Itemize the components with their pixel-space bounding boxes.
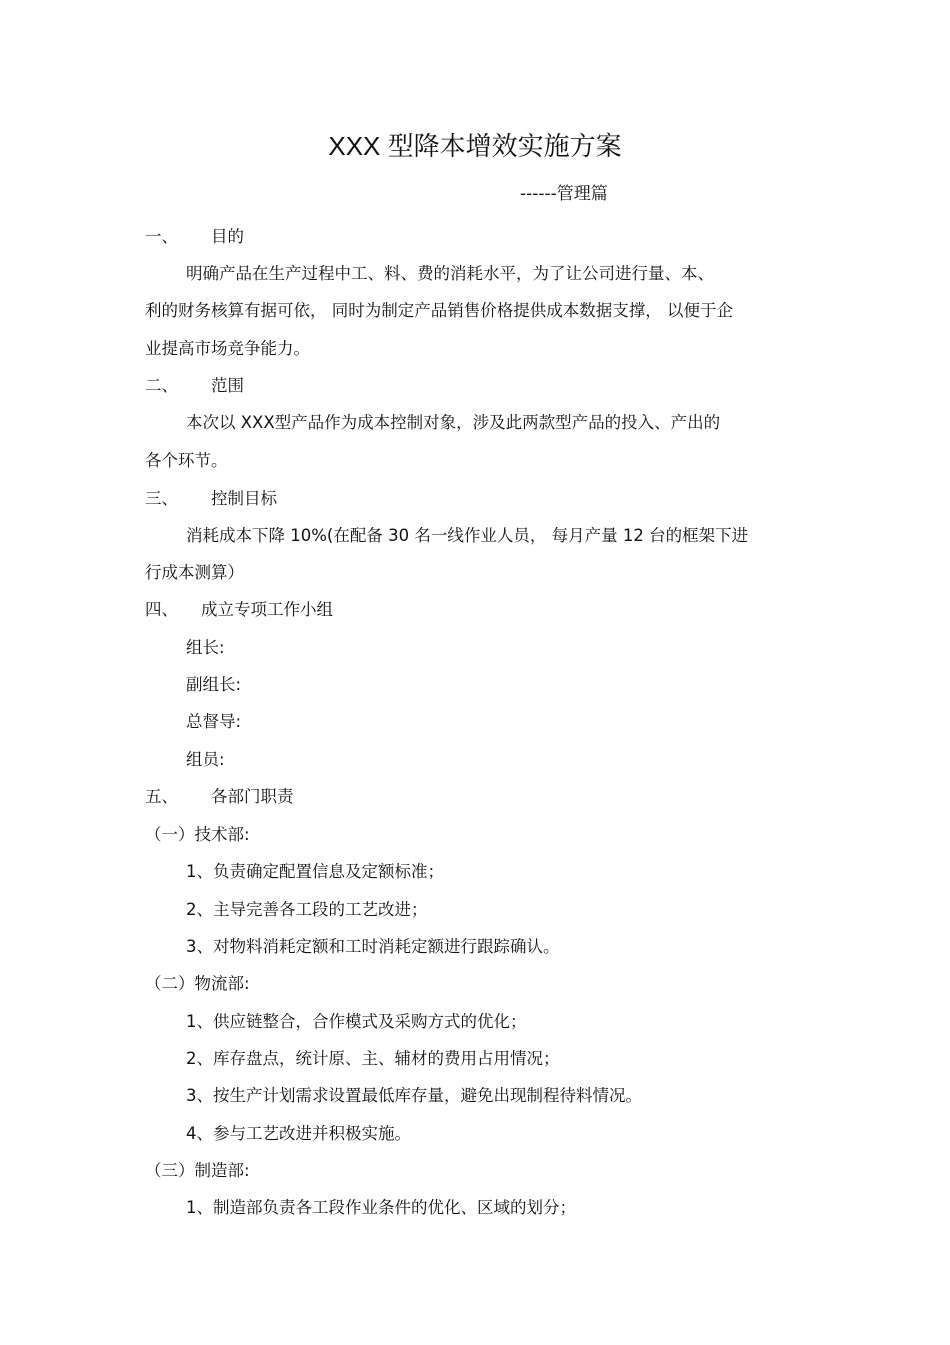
list-item: 4、参与工艺改进并积极实施。 xyxy=(186,1124,411,1143)
list-item: 2、库存盘点，统计原、主、辅材的费用占用情况； xyxy=(186,1049,560,1068)
section-title: 范围 xyxy=(211,376,244,395)
list-item: 1、制造部负责各工段作业条件的优化、区域的划分； xyxy=(186,1198,576,1217)
list-item: 2、主导完善各工段的工艺改进； xyxy=(186,900,428,919)
section-title: 目的 xyxy=(211,227,244,246)
section-4-heading xyxy=(145,599,333,621)
paragraph-line: 行成本测算） xyxy=(145,563,244,582)
paragraph-line: 各个环节。 xyxy=(145,451,228,470)
dept-tech-heading: （一）技术部: xyxy=(145,825,250,844)
section-title: 控制目标 xyxy=(211,489,277,508)
section-5-heading xyxy=(145,786,294,808)
paragraph-line: 业提高市场竞争能力。 xyxy=(145,339,310,358)
title-text: XXX 型降本增效实施方案 xyxy=(328,131,622,161)
document-subtitle: ------管理篇 xyxy=(520,184,608,204)
paragraph-line: 明确产品在生产过程中工、料、费的消耗水平，为了让公司进行量、本、 xyxy=(186,264,714,283)
paragraph-line: 利的财务核算有据可依， 同时为制定产品销售价格提供成本数据支撑， 以便于企 xyxy=(145,301,733,320)
dept-logistics-heading: （二）物流部: xyxy=(145,974,250,993)
team-supervisor-label: 总督导: xyxy=(186,712,242,731)
document-title xyxy=(0,130,950,162)
dept-manufacturing-heading: （三）制造部: xyxy=(145,1161,250,1180)
section-number: 三、 xyxy=(145,489,178,508)
section-number: 五、 xyxy=(145,787,178,806)
team-leader-label: 组长: xyxy=(186,638,225,657)
section-2-heading xyxy=(145,375,244,397)
list-item: 3、对物料消耗定额和工时消耗定额进行跟踪确认。 xyxy=(186,937,560,956)
section-number: 二、 xyxy=(145,376,178,395)
section-number: 一、 xyxy=(145,227,178,246)
team-members-label: 组员: xyxy=(186,750,225,769)
section-1-heading xyxy=(145,226,244,248)
paragraph-line: 本次以 XXX型产品作为成本控制对象，涉及此两款型产品的投入、产出的 xyxy=(186,413,721,432)
list-item: 1、负责确定配置信息及定额标准； xyxy=(186,862,444,881)
section-number: 四、 xyxy=(145,600,178,619)
list-item: 1、供应链整合，合作模式及采购方式的优化； xyxy=(186,1012,527,1031)
section-title: 成立专项工作小组 xyxy=(201,600,333,619)
team-deputy-label: 副组长: xyxy=(186,675,242,694)
list-item: 3、按生产计划需求设置最低库存量，避免出现制程待料情况。 xyxy=(186,1086,642,1105)
paragraph-line: 消耗成本下降 10%(在配备 30 名一线作业人员， 每月产量 12 台的框架下进 xyxy=(186,526,749,545)
section-title: 各部门职责 xyxy=(211,787,294,806)
section-3-heading xyxy=(145,488,277,510)
